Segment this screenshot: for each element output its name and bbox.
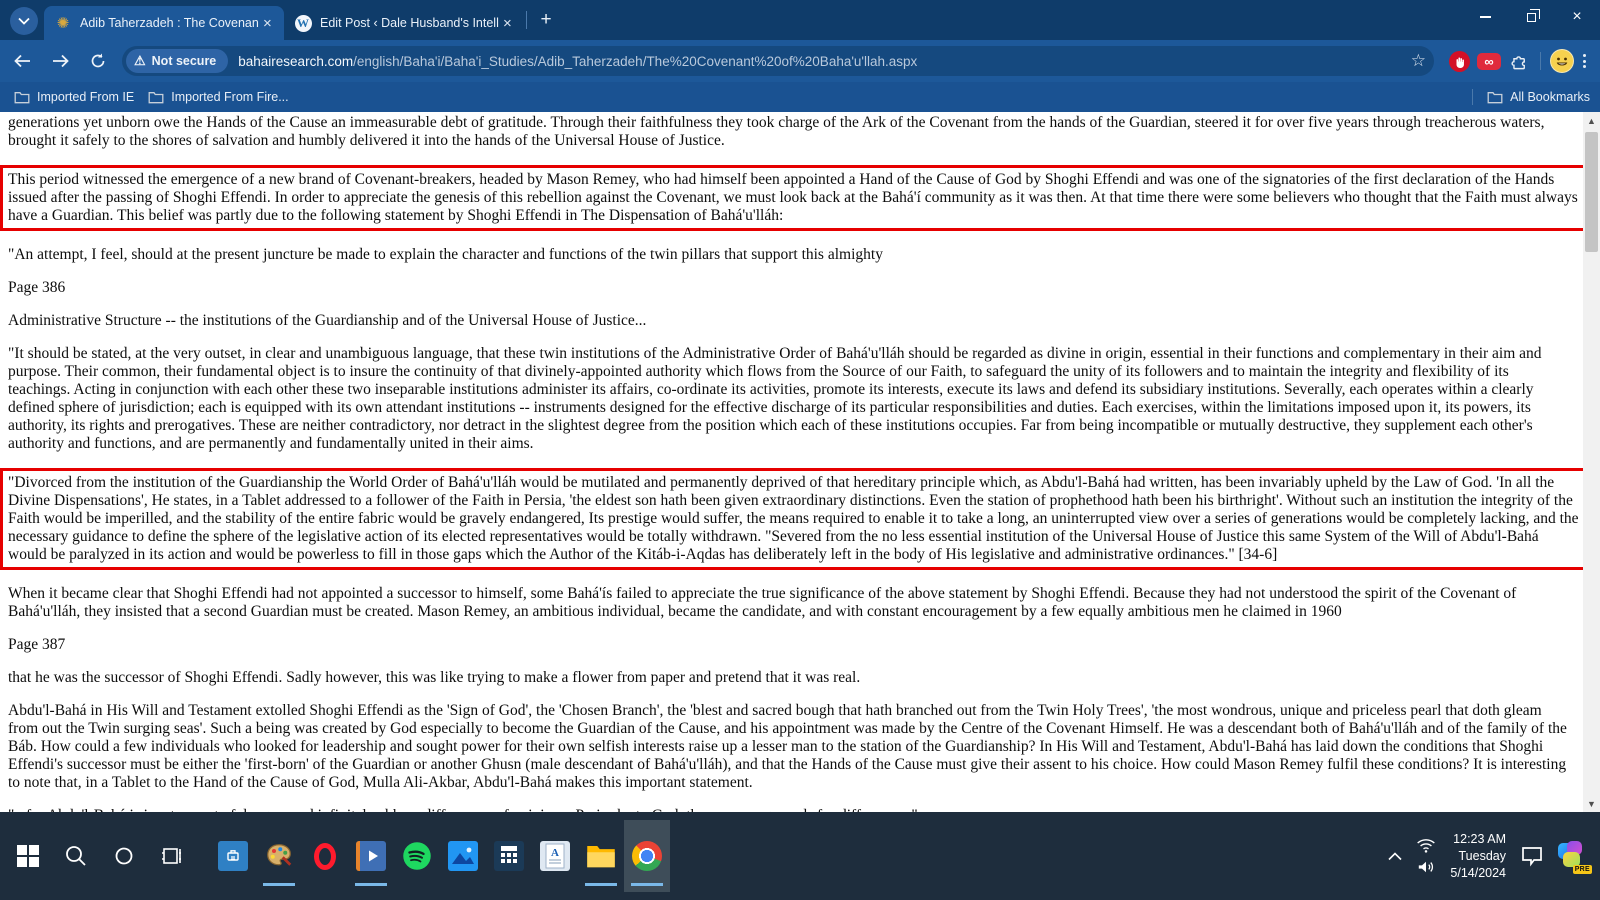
- bookmark-label: Imported From IE: [37, 90, 135, 104]
- taskbar: [0, 812, 1600, 900]
- paragraph: Page 386: [8, 279, 66, 296]
- running-indicator: [263, 883, 295, 886]
- url-path: /english/Baha'i/Baha'i_Studies/Adib_Taherzadeh/The%20Covenant%20of%20Baha'u'llah.aspx: [353, 53, 918, 69]
- infinity-icon: ∞: [1477, 53, 1501, 70]
- restore-button[interactable]: [1508, 0, 1554, 34]
- tab-search-button[interactable]: [10, 7, 38, 35]
- close-tab-icon[interactable]: ×: [263, 14, 272, 32]
- all-bookmarks-label: All Bookmarks: [1510, 90, 1590, 104]
- security-label: Not secure: [151, 54, 217, 68]
- wordpress-favicon: W: [294, 14, 312, 32]
- paragraph: generations yet unborn owe the Hands of the Cause an immeasurable debt of gratitude. Through their faithfulness they took charge of the Ark of the Covenant from the hands of the Guardian, steered it for over five years through treacherous waters, brought it safely to the shores of salvation and humbly delivered it into the hands of the Universal House of Justice.: [8, 114, 1545, 149]
- bookmark-label: Imported From Fire...: [171, 90, 289, 104]
- new-tab-button[interactable]: +: [540, 9, 552, 30]
- minimize-button[interactable]: [1462, 0, 1508, 34]
- blue-tile-app-icon: [218, 841, 248, 871]
- hand-icon: [1449, 51, 1470, 72]
- volume-icon[interactable]: [1416, 859, 1436, 875]
- forward-arrow-icon: [52, 54, 69, 68]
- start-button[interactable]: [4, 820, 52, 892]
- scrollbar-thumb[interactable]: [1585, 132, 1598, 252]
- bookmark-folder-imported-firefox[interactable]: [148, 90, 288, 104]
- close-icon: ×: [1572, 8, 1582, 25]
- folder-icon: [148, 91, 164, 104]
- window-controls: [1462, 0, 1600, 34]
- svg-text:A: A: [551, 847, 559, 859]
- puzzle-piece-icon: [1510, 52, 1529, 71]
- opera-button[interactable]: [302, 820, 348, 892]
- copilot-icon[interactable]: [1558, 841, 1588, 871]
- file-explorer-button[interactable]: [578, 820, 624, 892]
- all-bookmarks-button[interactable]: [1487, 90, 1590, 104]
- wifi-icon[interactable]: [1416, 838, 1436, 853]
- file-explorer-icon: [586, 843, 616, 869]
- cortana-circle-icon: [114, 846, 134, 866]
- calculator-icon: [494, 841, 524, 871]
- paragraph: Page 387: [8, 636, 66, 653]
- opera-icon: [314, 843, 336, 870]
- clock-date: 5/14/2024: [1450, 865, 1506, 880]
- forward-button[interactable]: [44, 45, 76, 77]
- adblock-vpn-extension-button[interactable]: [1474, 46, 1504, 76]
- toolbar-divider: [1540, 52, 1541, 70]
- paint-button[interactable]: [256, 820, 302, 892]
- tab-title: Edit Post ‹ Dale Husband's Intell: [320, 16, 499, 30]
- spotify-icon: [402, 841, 432, 871]
- paint-palette-icon: [264, 841, 294, 871]
- running-indicator: [355, 883, 387, 886]
- action-center-icon[interactable]: [1520, 845, 1544, 867]
- bookmarks-divider: [1472, 89, 1473, 105]
- highlighted-paragraph: This period witnessed the emergence of a new brand of Covenant-breakers, headed by Mason Remey, who had himself been appointed a Hand of the Cause of God by Shoghi Effendi and was one of the signatories of the first declaration of the Hands issued after the passing of Shoghi Effendi. In order to appreciate the genesis of this rebellion against the Covenant, we must look back at the Bahá'í community as it was then. At that time there were some believers who thought that the Faith must always have a Guardian. This belief was partly due to the following statement by Shoghi Effendi in The Dispensation of Bahá'u'lláh:: [0, 165, 1588, 231]
- task-view-icon: [160, 845, 184, 867]
- media-player-icon: [356, 841, 386, 871]
- folder-icon: [1487, 91, 1503, 104]
- task-view-button[interactable]: [148, 820, 196, 892]
- profile-avatar-button[interactable]: [1547, 46, 1577, 76]
- extensions-button[interactable]: [1504, 46, 1534, 76]
- spotify-button[interactable]: [394, 820, 440, 892]
- clock-day: Tuesday: [1458, 848, 1506, 863]
- back-button[interactable]: [6, 45, 38, 77]
- pinned-app-button[interactable]: [210, 820, 256, 892]
- paragraph: "An attempt, I feel, should at the present juncture be made to explain the character and functions of the twin pillars that support this almighty: [8, 246, 883, 263]
- running-indicator: [631, 883, 663, 886]
- document-a-icon: [540, 841, 570, 871]
- chevron-down-icon: [18, 17, 30, 25]
- vertical-scrollbar[interactable]: [1583, 112, 1600, 812]
- scroll-up-arrow-icon[interactable]: ▲: [1587, 115, 1596, 126]
- taskbar-clock[interactable]: [1450, 831, 1506, 882]
- warning-icon: ⚠: [134, 53, 146, 68]
- folder-icon: [14, 91, 30, 104]
- running-indicator: [585, 883, 617, 886]
- minimize-icon: [1480, 16, 1491, 18]
- paragraph: that he was the successor of Shoghi Effendi. Sadly however, this was like trying to make a flower from paper and pretend that it was real.: [8, 669, 861, 686]
- photos-button[interactable]: [440, 820, 486, 892]
- close-tab-icon[interactable]: ×: [503, 14, 512, 32]
- copilot-pre-badge: PRE: [1574, 866, 1590, 873]
- bookmark-star-icon[interactable]: ☆: [1410, 51, 1426, 70]
- tray-chevron-up-icon[interactable]: [1388, 852, 1402, 861]
- reload-button[interactable]: [82, 45, 114, 77]
- back-arrow-icon: [14, 54, 31, 68]
- browser-menu-button[interactable]: [1583, 54, 1586, 68]
- bookmark-folder-imported-ie[interactable]: [14, 90, 134, 104]
- photos-icon: [448, 841, 478, 871]
- security-chip[interactable]: [126, 49, 228, 73]
- page-content: [0, 112, 1600, 812]
- taskbar-search-button[interactable]: [52, 820, 100, 892]
- address-bar[interactable]: [122, 46, 1434, 76]
- scroll-down-arrow-icon[interactable]: ▼: [1587, 798, 1596, 809]
- tab-adib-taherzadeh[interactable]: [44, 6, 284, 40]
- tab-edit-post[interactable]: [284, 6, 524, 40]
- bookmarks-bar: [0, 82, 1600, 112]
- paragraph: When it became clear that Shoghi Effendi had not appointed a successor to himself, some Bahá'ís failed to appreciate the true significance of the above statement by Shoghi Effendi. Because they had not understood the spirit of the Covenant of Bahá'u'lláh, they insisted that a second Guardian must be created. Mason Remey, an ambitious individual, became the candidate, and with constant encouragement by a few equally ambitious men he claimed in 1960: [8, 585, 1517, 620]
- paragraph: "It should be stated, at the very outset, in clear and unambiguous language, that these twin institutions of the Administrative Order of Bahá'u'lláh should be regarded as divine in origin, essential in their functions and complementary in their aim and purpose. Their common, their fundamental object is to insure the continuity of that divinely-appointed authority which flows from the Source of our Faith, to safeguard the unity of its followers and to maintain the integrity and flexibility of its teachings. Acting in conjunction with each other these two inseparable institutions administer its affairs, co-ordinate its activities, promote its interests, execute its laws and defend its subsidiary institutions. Severally, each operates within a clearly defined sphere of jurisdiction; each is equipped with its own attendant institutions -- instruments designed for the effective discharge of its particular responsibilities and duties. Each exercises, within the limitations imposed upon it, its powers, its authority, its rights and prerogatives. These are neither contradictory, nor detract in the slightest degree from the position which each of these institutions occupies. Far from being incompatible or mutually destructive, they supplement each other's authority and functions, and are permanently and fundamentally united in their aims.: [8, 345, 1542, 452]
- search-icon: [64, 844, 88, 868]
- wordpad-button[interactable]: [532, 820, 578, 892]
- restore-icon: [1527, 13, 1536, 22]
- paragraph: Administrative Structure -- the institutions of the Guardianship and of the Universal House of Justice...: [8, 312, 647, 329]
- close-button[interactable]: [1554, 0, 1600, 34]
- cortana-button[interactable]: [100, 820, 148, 892]
- paragraph: Abdu'l-Bahá in His Will and Testament extolled Shoghi Effendi as the 'Sign of God', the 'Chosen Branch', the 'blest and sacred bough that hath branched out from the Twin Holy Trees', 'the most wondrous, unique and priceless pearl that doth gleam from out the Twin surging seas'. Such a being was created by God especially to become the Guardian of the Cause, and his appointment was made by the Centre of the Covenant Himself. He was a descendant both of Bahá'u'lláh and of the family of the Báb. How could a few individuals who looked for leadership and sought power for their own selfish interests raise up a lesser man to the station of the Guardianship? In His Will and Testament, Abdu'l-Bahá has laid down the conditions that Shoghi Effendi's successor must be either the 'first-born' of the Guardian or another Ghusn (male descendant of Bahá'u'lláh), and that the Hands of the Cause must give their assent to his choice. How could Mason Remey fulfil these conditions? It is interesting to note that, in a Tablet to the Hand of the Cause of God, Mulla Ali-Akbar, Abdu'l-Bahá makes this important statement.: [8, 702, 1567, 791]
- adblock-extension-button[interactable]: [1444, 46, 1474, 76]
- bahai-star-favicon: ✺: [56, 15, 70, 32]
- chrome-button[interactable]: [624, 820, 670, 892]
- chrome-icon: [632, 841, 662, 871]
- tab-strip: [0, 0, 1600, 40]
- url-domain: bahairesearch.com: [238, 53, 354, 69]
- system-tray: [1388, 831, 1600, 882]
- highlighted-paragraph: "Divorced from the institution of the Guardianship the World Order of Bahá'u'lláh would be mutilated and permanently deprived of that hereditary principle which, as Abdu'l-Bahá had written, has been invariably upheld by the Law of God. 'In all the Divine Dispensations', He states, in a Tablet addressed to a follower of the Faith in Persia, 'the eldest son hath been given extraordinary distinctions. Even the station of prophethood hath been his birthright'. Without such an institution the integrity of the Faith would be imperilled, and the stability of the entire fabric would be gravely endangered, Its prestige would suffer, the means required to enable it to take a long, an uninterrupted view over a series of generations would be completely lacking, and the necessary guidance to define the sphere of the legislative action of its elected representatives would be totally withdrawn. "Severed from the no less essential institution of the Universal House of Justice this same System of the Will of Abdu'l-Bahá would be paralyzed in its action and would be powerless to fill in those gaps which the Author of the Kitáb-i-Aqdas has deliberately left in the body of His legislative and administrative ordinances." [34-6]: [0, 468, 1588, 570]
- tab-title: Adib Taherzadeh : The Covenan: [80, 16, 259, 30]
- tab-divider: [526, 11, 527, 29]
- media-player-button[interactable]: [348, 820, 394, 892]
- reload-icon: [90, 53, 106, 69]
- windows-logo-icon: [17, 845, 39, 867]
- avatar: [1550, 49, 1574, 73]
- url-text: [238, 54, 1402, 69]
- calculator-button[interactable]: [486, 820, 532, 892]
- browser-toolbar: [0, 40, 1600, 82]
- clock-time: 12:23 AM: [1453, 831, 1506, 846]
